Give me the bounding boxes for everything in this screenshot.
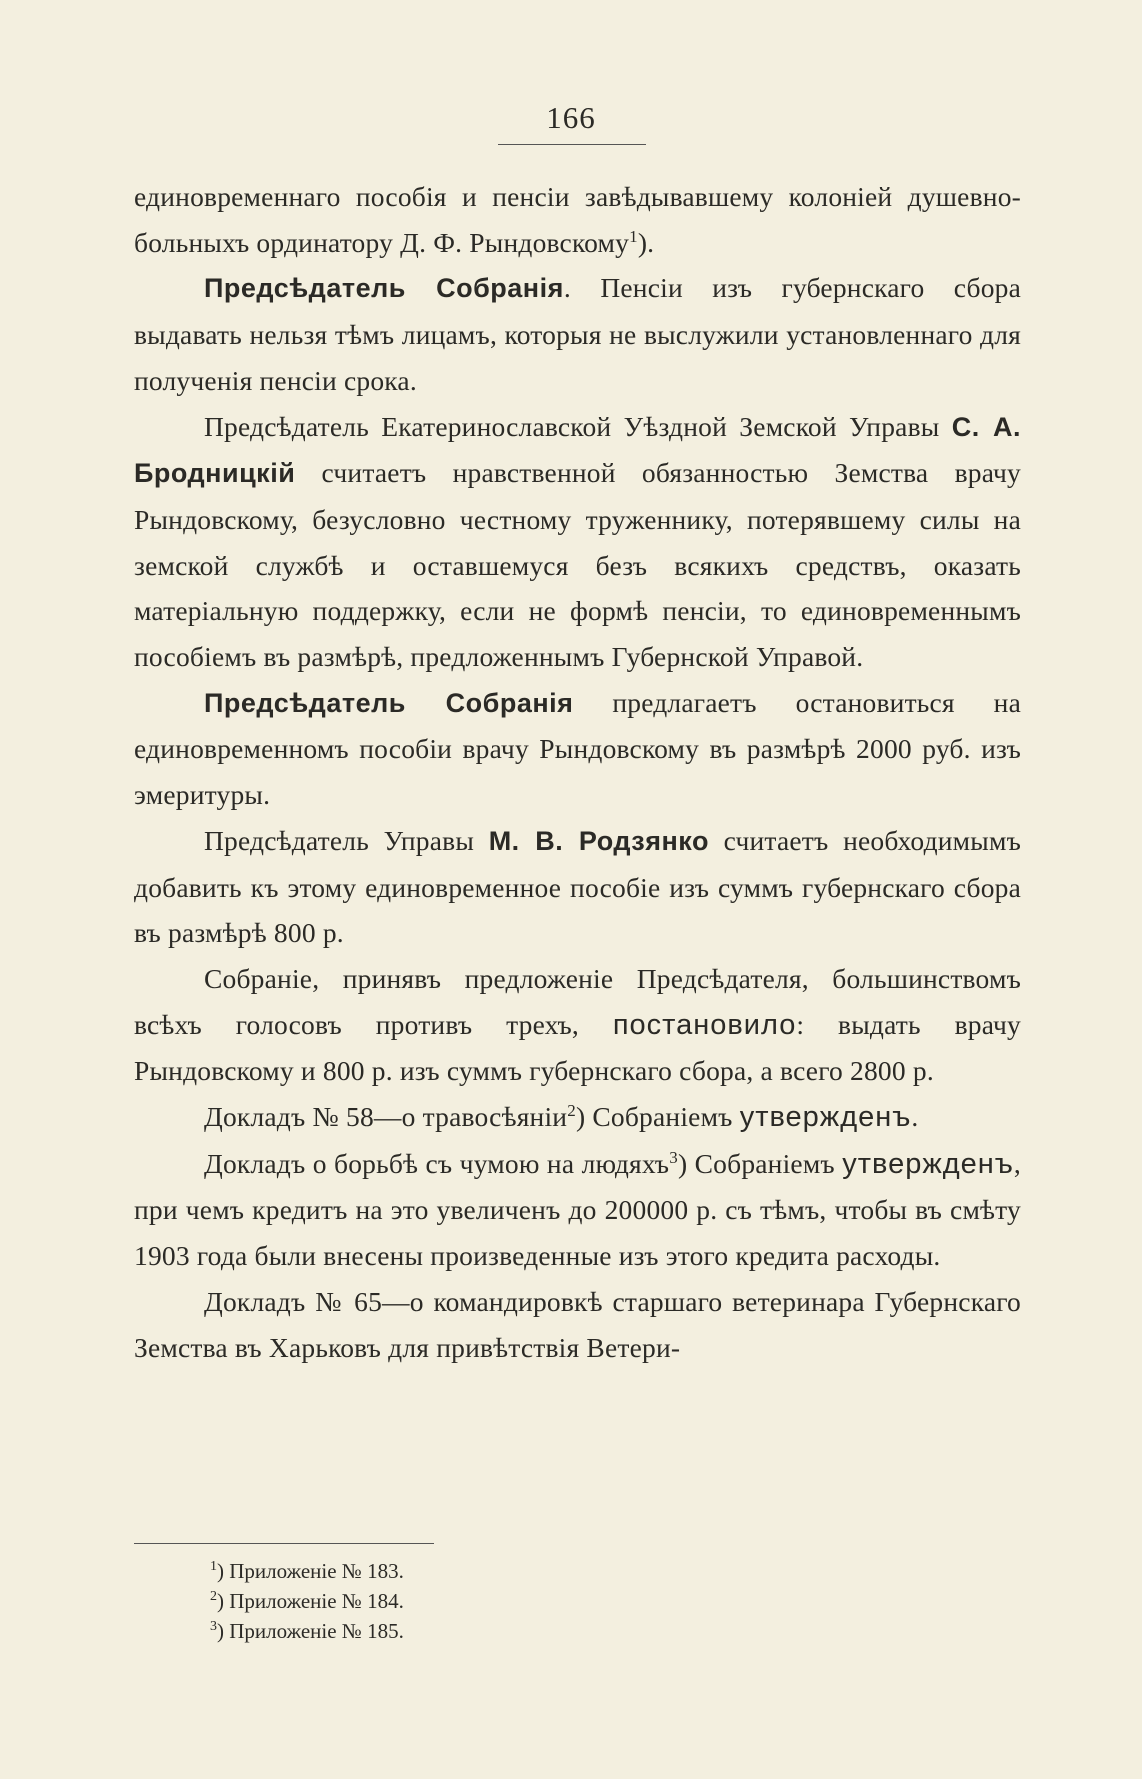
- footnote-text: ) Приложеніе № 183.: [217, 1559, 404, 1583]
- footnote: [210, 1556, 404, 1586]
- body-text: [134, 174, 1021, 1370]
- footnote-text: ) Приложеніе № 184.: [217, 1589, 404, 1613]
- paragraph-4: [134, 680, 1021, 818]
- paragraph-text: Докладъ № 65—о командировкѣ старшаго ветеринара Губернскаго Земства въ Харьковъ для привѣтствія Ветери-: [134, 1285, 1021, 1363]
- paragraph-text: Докладъ № 58—о травосѣяніи: [204, 1101, 568, 1133]
- paragraph-text: ) Собраніемъ: [575, 1101, 733, 1133]
- paragraph-3: [134, 404, 1021, 680]
- footnote-ref: 1: [629, 226, 638, 246]
- speaker-name: Предсѣдатель Собранія: [204, 273, 564, 304]
- paragraph-text: предлагаетъ остановиться на единовременномъ пособіи врачу Рындовскому въ размѣрѣ 2000 руб. изъ эмеритуры.: [134, 686, 1022, 811]
- footnote-ref: 3: [669, 1147, 678, 1167]
- paragraph-6: [134, 956, 1021, 1094]
- paragraph-1: [134, 174, 1021, 265]
- footnote-mark: 2: [210, 1589, 217, 1604]
- paragraph-text: считаетъ необходимымъ добавить къ этому единовременное пособіе изъ суммъ губернскаго сбора въ размѣрѣ 800 р.: [134, 824, 1021, 949]
- paragraph-text: Собраніе, принявъ предложеніе Предсѣдателя, большинствомъ всѣхъ голосовъ противъ трехъ,: [134, 962, 1021, 1040]
- footnote: [210, 1616, 404, 1646]
- paragraph-text: ).: [637, 226, 655, 258]
- paragraph-text: Предсѣдатель Екатеринославской Уѣздной Земской Управы: [204, 410, 940, 442]
- resolution-word: постановило: [612, 1008, 797, 1041]
- footnotes: [210, 1556, 404, 1646]
- page-number: 166: [546, 100, 596, 135]
- paragraph-2: [134, 265, 1021, 403]
- footnote-mark: 3: [210, 1619, 217, 1634]
- footnote-ref: 2: [567, 1100, 576, 1120]
- speaker-name: Предсѣдатель Собранія: [204, 687, 574, 718]
- paragraph-text: единовременнаго пособія и пенсіи завѣдывавшему колоніей душевно-больныхъ ординатору Д. Ф. Рындовскому: [134, 181, 1021, 258]
- paragraph-9: [134, 1279, 1021, 1370]
- footnote-text: ) Приложеніе № 185.: [217, 1619, 404, 1643]
- footnote: [210, 1586, 404, 1616]
- paragraph-text: . Пенсіи изъ губернскаго сбора выдавать нельзя тѣмъ лицамъ, которыя не выслужили установленнаго для полученія пенсіи срока.: [134, 272, 1021, 396]
- footnote-mark: 1: [210, 1559, 217, 1574]
- paragraph-text: считаетъ нравственной обязанностью Земства врачу Рындовскому, безусловно честному труженнику, потерявшему силы на земской службѣ и оставшемуся безъ всякихъ средствъ, оказать матеріальную поддержку, если не формѣ пенсіи, то единовременнымъ пособіемъ въ размѣрѣ, предложеннымъ Губернской Управой.: [134, 457, 1021, 673]
- paragraph-text: : выдать врачу Рындовскому и 800 р. изъ суммъ губернскаго сбора, а всего 2800 р.: [134, 1008, 1021, 1087]
- paragraph-8: [134, 1141, 1021, 1279]
- paragraph-5: [134, 818, 1021, 956]
- resolution-word: утвержденъ: [739, 1101, 912, 1134]
- paragraph-7: [134, 1094, 1021, 1141]
- paragraph-text: , при чемъ кредитъ на это увеличенъ до 200000 р. съ тѣмъ, чтобы въ смѣту 1903 года были внесены произведенные изъ этого кредита расходы.: [134, 1147, 1021, 1272]
- paragraph-text: ) Собраніемъ: [677, 1147, 835, 1179]
- paragraph-text: Предсѣдатель Управы: [204, 824, 475, 856]
- resolution-word: утвержденъ: [842, 1147, 1014, 1180]
- paragraph-text: Докладъ о борьбѣ съ чумою на людяхъ: [204, 1147, 670, 1179]
- footnote-rule: [134, 1543, 434, 1544]
- speaker-name: М. В. Родзянко: [488, 825, 709, 856]
- header-rule: [498, 144, 646, 145]
- paragraph-text: .: [911, 1101, 919, 1133]
- speaker-name: С. А. Бродницкій: [134, 411, 1021, 489]
